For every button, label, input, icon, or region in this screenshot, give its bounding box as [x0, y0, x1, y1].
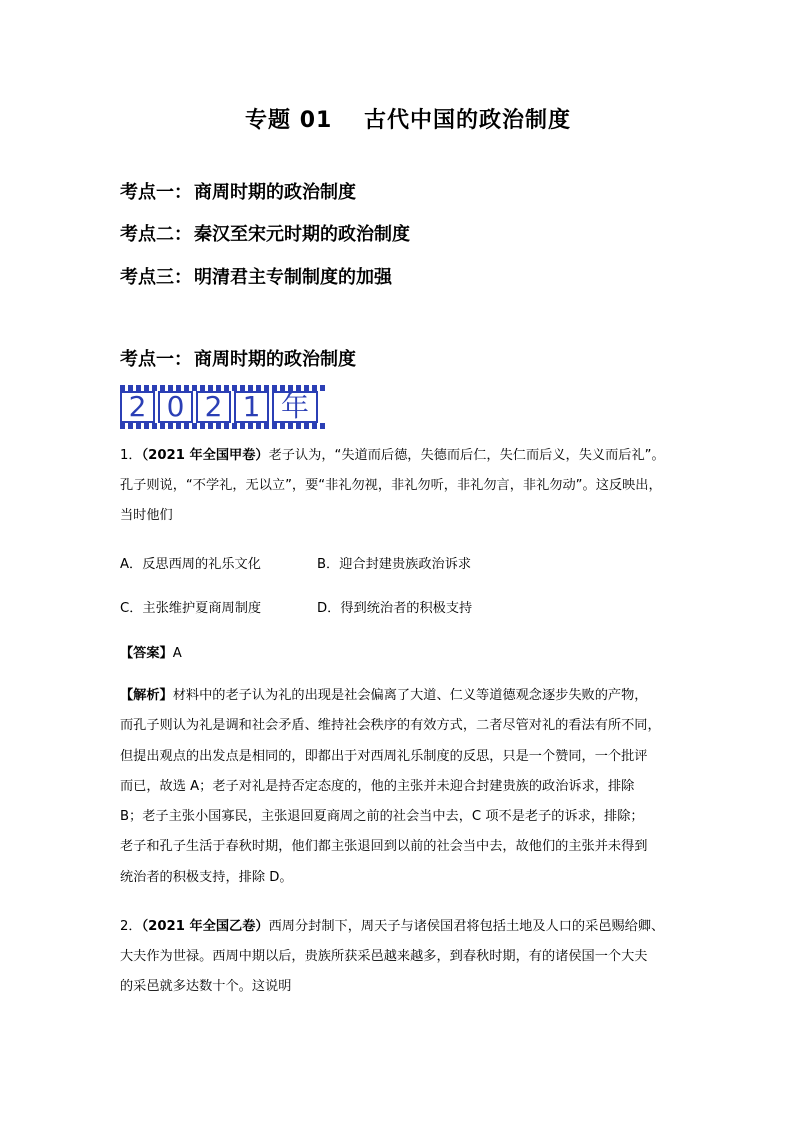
question-1-options-row-1: [120, 553, 471, 572]
section-heading: [120, 345, 356, 371]
year-digit-4: 1: [234, 391, 269, 423]
year-char: 年: [272, 391, 318, 423]
question-1-options-row-2: [120, 597, 472, 616]
toc-item-3-text: 明清君主专制制度的加强: [194, 267, 392, 288]
question-1-stem: [120, 441, 680, 531]
question-2-source: （2021 年全国乙卷）: [141, 919, 269, 934]
question-1-line-2: 孔子则说，“不学礼，无以立”，要“非礼勿视，非礼勿听，非礼勿言，非礼勿动”。这反映出，: [120, 478, 662, 493]
question-1-analysis: [120, 681, 678, 893]
option-d: D．得到统治者的积极支持: [317, 601, 473, 616]
section-heading-prefix: 考点一：: [120, 349, 192, 370]
toc-item-2: [120, 220, 410, 246]
question-2-number: 2．: [120, 919, 142, 934]
analysis-line-2: 而孔子则认为礼是调和社会矛盾、维持社会秩序的有效方式，二者尽管对礼的看法有所不同，: [120, 718, 661, 734]
question-2-stem: [120, 912, 680, 1002]
toc-item-2-prefix: 考点二：: [120, 224, 192, 245]
toc-item-2-text: 秦汉至宋元时期的政治制度: [194, 224, 410, 245]
toc-item-3: [120, 263, 392, 289]
question-1-answer: [120, 642, 182, 661]
question-1-number: 1．: [120, 448, 142, 463]
analysis-line-3: 但提出观点的出发点是相同的，即都出于对西周礼乐制度的反思，只是一个赞同，一个批评: [120, 748, 648, 764]
answer-tag: 【答案】: [120, 646, 173, 661]
answer-value: A: [172, 646, 182, 661]
analysis-line-1: [120, 681, 678, 711]
option-b: B．迎合封建贵族政治诉求: [317, 557, 472, 572]
toc-item-1: [120, 178, 356, 204]
question-1-line-1: [120, 441, 680, 471]
analysis-line-6: 老子和孔子生活于春秋时期，他们都主张退回到以前的社会当中去，故他们的主张并未得到: [120, 839, 648, 855]
toc-item-3-prefix: 考点三：: [120, 267, 192, 288]
analysis-tag: 【解析】: [120, 688, 173, 703]
analysis-line-4: 而已，故选 A；老子对礼是持否定态度的，他的主张并未迎合封建贵族的政治诉求，排除: [120, 778, 635, 794]
question-1-line-3: 当时他们: [120, 508, 173, 523]
analysis-line-5: B；老子主张小国寡民，主张退回夏商周之前的社会当中去，C 项不是老子的诉求，排除；: [120, 809, 644, 825]
year-banner-cells: [120, 391, 325, 423]
section-heading-text: 商周时期的政治制度: [194, 349, 356, 370]
analysis-text-1: 材料中的老子认为礼的出现是社会偏离了大道、仁义等道德观念逐步失败的产物，: [172, 688, 648, 703]
year-banner: [120, 385, 325, 429]
year-digit-1: 2: [120, 391, 155, 423]
option-c: C．主张维护夏商周制度: [120, 601, 262, 616]
option-a: A．反思西周的礼乐文化: [120, 557, 261, 572]
toc-item-1-text: 商周时期的政治制度: [194, 182, 356, 203]
question-1-text-1: 老子认为，“失道而后德，失德而后仁，失仁而后义，失义而后礼”。: [268, 448, 665, 463]
question-2-line-2: 大夫作为世禄。西周中期以后，贵族所获采邑越来越多，到春秋时期，有的诸侯国一个大夫: [120, 949, 648, 964]
analysis-line-7: 统治者的积极支持，排除 D。: [120, 869, 293, 885]
year-digit-2: 0: [158, 391, 193, 423]
page-title: 专题 01 古代中国的政治制度: [245, 108, 571, 133]
question-2-line-3: 的采邑就多达数十个。这说明: [120, 979, 292, 994]
toc-item-1-prefix: 考点一：: [120, 182, 192, 203]
year-digit-3: 2: [196, 391, 231, 423]
question-2-line-1: [120, 912, 680, 942]
question-1-source: （2021 年全国甲卷）: [141, 448, 269, 463]
question-2-text-1: 西周分封制下，周天子与诸侯国君将包括土地及人口的采邑赐给卿、: [268, 919, 665, 934]
